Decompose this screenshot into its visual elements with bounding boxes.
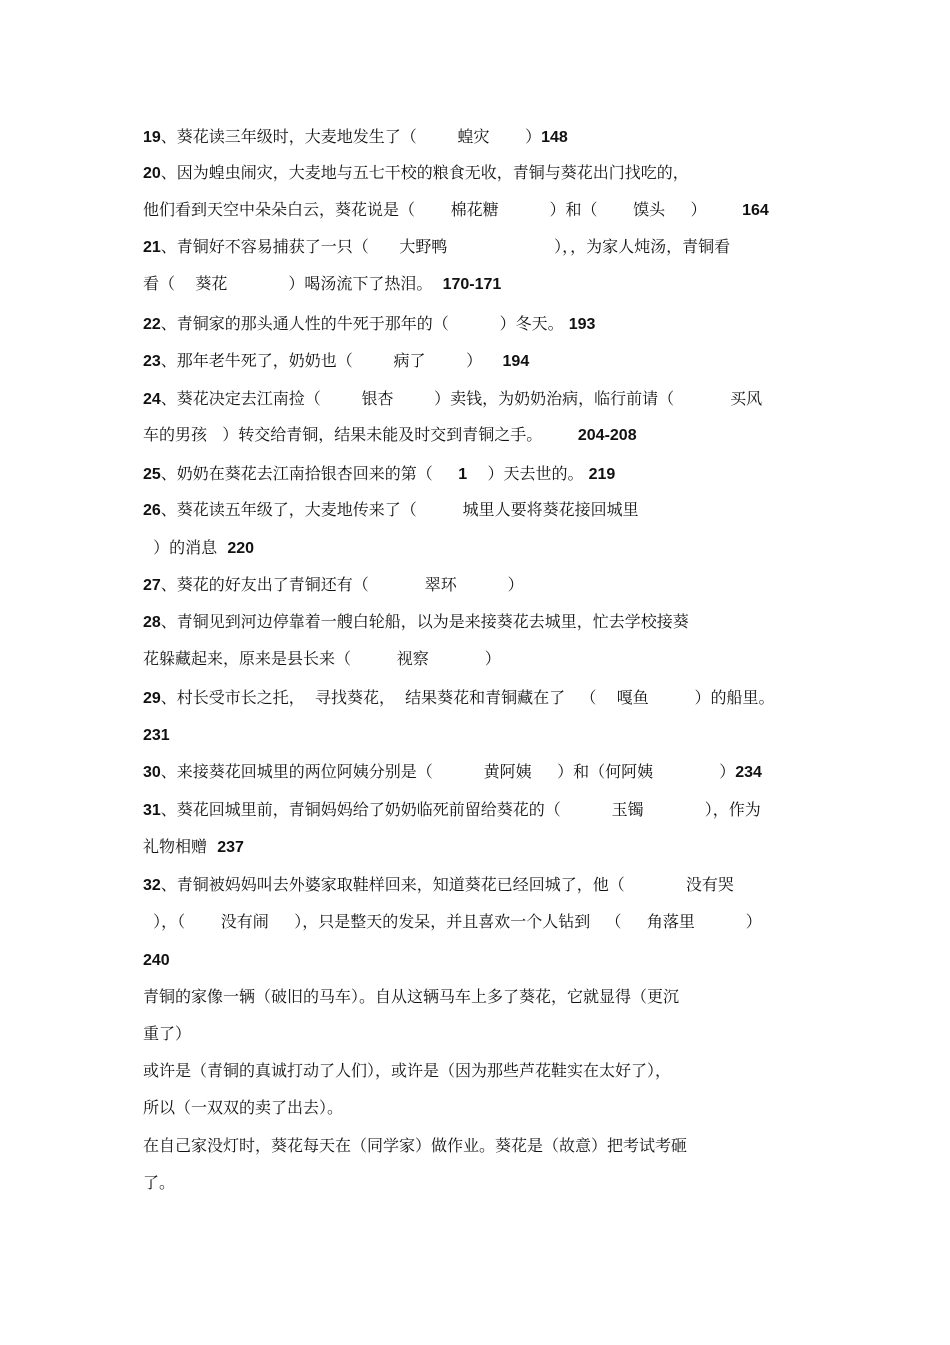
text-segment: 、葵花的好友出了青铜还有（ 翠环 ） bbox=[160, 575, 524, 594]
text-segment: 、青铜家的那头通人性的牛死于那年的（ ）冬天。 bbox=[160, 314, 569, 333]
bold-number: 28 bbox=[143, 614, 161, 631]
text-line bbox=[143, 985, 679, 1009]
bold-number: 20 bbox=[143, 165, 161, 182]
text-line bbox=[143, 1059, 671, 1083]
bold-number: 22 bbox=[143, 316, 161, 333]
text-segment: 花躲藏起来，原来是县长来（ 视察 ） bbox=[143, 649, 501, 668]
bold-number: 21 bbox=[143, 239, 161, 256]
text-segment: 重了） bbox=[143, 1024, 192, 1043]
text-segment: 青铜的家像一辆（破旧的马车）。自从这辆马车上多了葵花，它就显得（更沉 bbox=[143, 987, 680, 1006]
bold-number: 1 bbox=[458, 466, 468, 483]
text-line bbox=[143, 1134, 687, 1158]
text-line bbox=[143, 573, 524, 597]
text-segment: 、葵花决定去江南捡（ 银杏 ）卖钱，为奶奶治病，临行前请（ 买风 bbox=[160, 389, 763, 408]
bold-number: 19 bbox=[143, 129, 161, 146]
text-segment: 、葵花读五年级了，大麦地传来了（ 城里人要将葵花接回城里 bbox=[160, 500, 639, 519]
bold-number: 204-208 bbox=[577, 427, 637, 444]
text-segment: 礼物相赠 bbox=[143, 837, 218, 856]
text-segment: 、村长受市长之托， 寻找葵花， 结果葵花和青铜藏在了 （ 嘎鱼 ）的船里。 bbox=[160, 688, 775, 707]
text-line bbox=[143, 910, 762, 934]
bold-number: 29 bbox=[143, 690, 161, 707]
text-segment: 在自己家没灯时，葵花每天在（同学家）做作业。葵花是（故意）把考试考砸 bbox=[143, 1136, 688, 1155]
text-segment: ），（ 没有闹 ），只是整天的发呆，并且喜欢一个人钻到 （ 角落里 ） bbox=[143, 912, 762, 931]
bold-number: 219 bbox=[588, 466, 616, 483]
text-segment: 、奶奶在葵花去江南拾银杏回来的第（ bbox=[160, 464, 459, 483]
bold-number: 31 bbox=[143, 802, 161, 819]
text-line bbox=[143, 647, 501, 671]
text-segment: 、因为蝗虫闹灾，大麦地与五七干校的粮食无收，青铜与葵花出门找吃的， bbox=[160, 163, 689, 182]
text-line bbox=[143, 1096, 343, 1120]
text-segment: 了。 bbox=[143, 1173, 176, 1192]
bold-number: 32 bbox=[143, 877, 161, 894]
text-line bbox=[143, 610, 689, 634]
text-line bbox=[143, 423, 637, 447]
text-line bbox=[143, 235, 730, 259]
text-line bbox=[143, 798, 761, 822]
text-line bbox=[143, 873, 734, 897]
text-segment: ）的消息 bbox=[143, 538, 228, 557]
text-line bbox=[143, 498, 639, 522]
text-line bbox=[143, 686, 775, 710]
bold-number: 27 bbox=[143, 577, 161, 594]
bold-number: 170-171 bbox=[442, 276, 502, 293]
text-segment: 、来接葵花回城里的两位阿姨分别是（ 黄阿姨 ）和（何阿姨 ） bbox=[160, 762, 736, 781]
text-line bbox=[143, 948, 170, 972]
bold-number: 30 bbox=[143, 764, 161, 781]
text-line bbox=[143, 1171, 175, 1195]
text-segment: 或许是（青铜的真诚打动了人们），或许是（因为那些芦花鞋实在太好了）， bbox=[143, 1061, 672, 1080]
bold-number: 220 bbox=[227, 540, 255, 557]
text-segment: 、青铜好不容易捕获了一只（ 大野鸭 ），，为家人炖汤，青铜看 bbox=[160, 237, 731, 256]
text-line bbox=[143, 349, 529, 373]
text-line bbox=[143, 387, 762, 411]
bold-number: 164 bbox=[742, 202, 769, 219]
text-line bbox=[143, 723, 170, 747]
text-line bbox=[143, 272, 501, 296]
bold-number: 23 bbox=[143, 353, 161, 370]
bold-number: 231 bbox=[143, 727, 170, 744]
text-line bbox=[143, 312, 595, 336]
text-segment: 、葵花读三年级时，大麦地发生了（ 蝗灾 ） bbox=[160, 127, 542, 146]
bold-number: 194 bbox=[502, 353, 530, 370]
text-segment: 、青铜见到河边停靠着一艘白轮船，以为是来接葵花去城里，忙去学校接葵 bbox=[160, 612, 689, 631]
bold-number: 25 bbox=[143, 466, 161, 483]
text-line bbox=[143, 161, 689, 185]
bold-number: 148 bbox=[541, 129, 568, 146]
text-line bbox=[143, 462, 615, 486]
bold-number: 240 bbox=[143, 952, 170, 969]
text-segment: 、青铜被妈妈叫去外婆家取鞋样回来，知道葵花已经回城了，他（ 没有哭 bbox=[160, 875, 734, 894]
text-line bbox=[143, 1022, 191, 1046]
bold-number: 24 bbox=[143, 391, 161, 408]
text-segment: 所以（一双双的卖了出去）。 bbox=[143, 1098, 344, 1117]
bold-number: 193 bbox=[568, 316, 596, 333]
text-line bbox=[143, 536, 254, 560]
text-line bbox=[143, 835, 244, 859]
text-line bbox=[143, 760, 762, 784]
text-segment: 看（ 葵花 ）喝汤流下了热泪。 bbox=[143, 274, 443, 293]
text-line bbox=[143, 198, 769, 222]
text-segment: 他们看到天空中朵朵白云，葵花说是（ 棉花糖 ）和（ 馍头 ） bbox=[143, 200, 743, 219]
text-line bbox=[143, 125, 568, 149]
bold-number: 237 bbox=[217, 839, 244, 856]
text-segment: 、葵花回城里前，青铜妈妈给了奶奶临死前留给葵花的（ 玉镯 ），作为 bbox=[160, 800, 761, 819]
text-segment: 车的男孩 ）转交给青铜，结果未能及时交到青铜之手。 bbox=[143, 425, 578, 444]
text-segment: ）天去世的。 bbox=[467, 464, 589, 483]
text-segment: 、那年老牛死了，奶奶也（ 病了 ） bbox=[160, 351, 503, 370]
bold-number: 234 bbox=[735, 764, 762, 781]
bold-number: 26 bbox=[143, 502, 161, 519]
